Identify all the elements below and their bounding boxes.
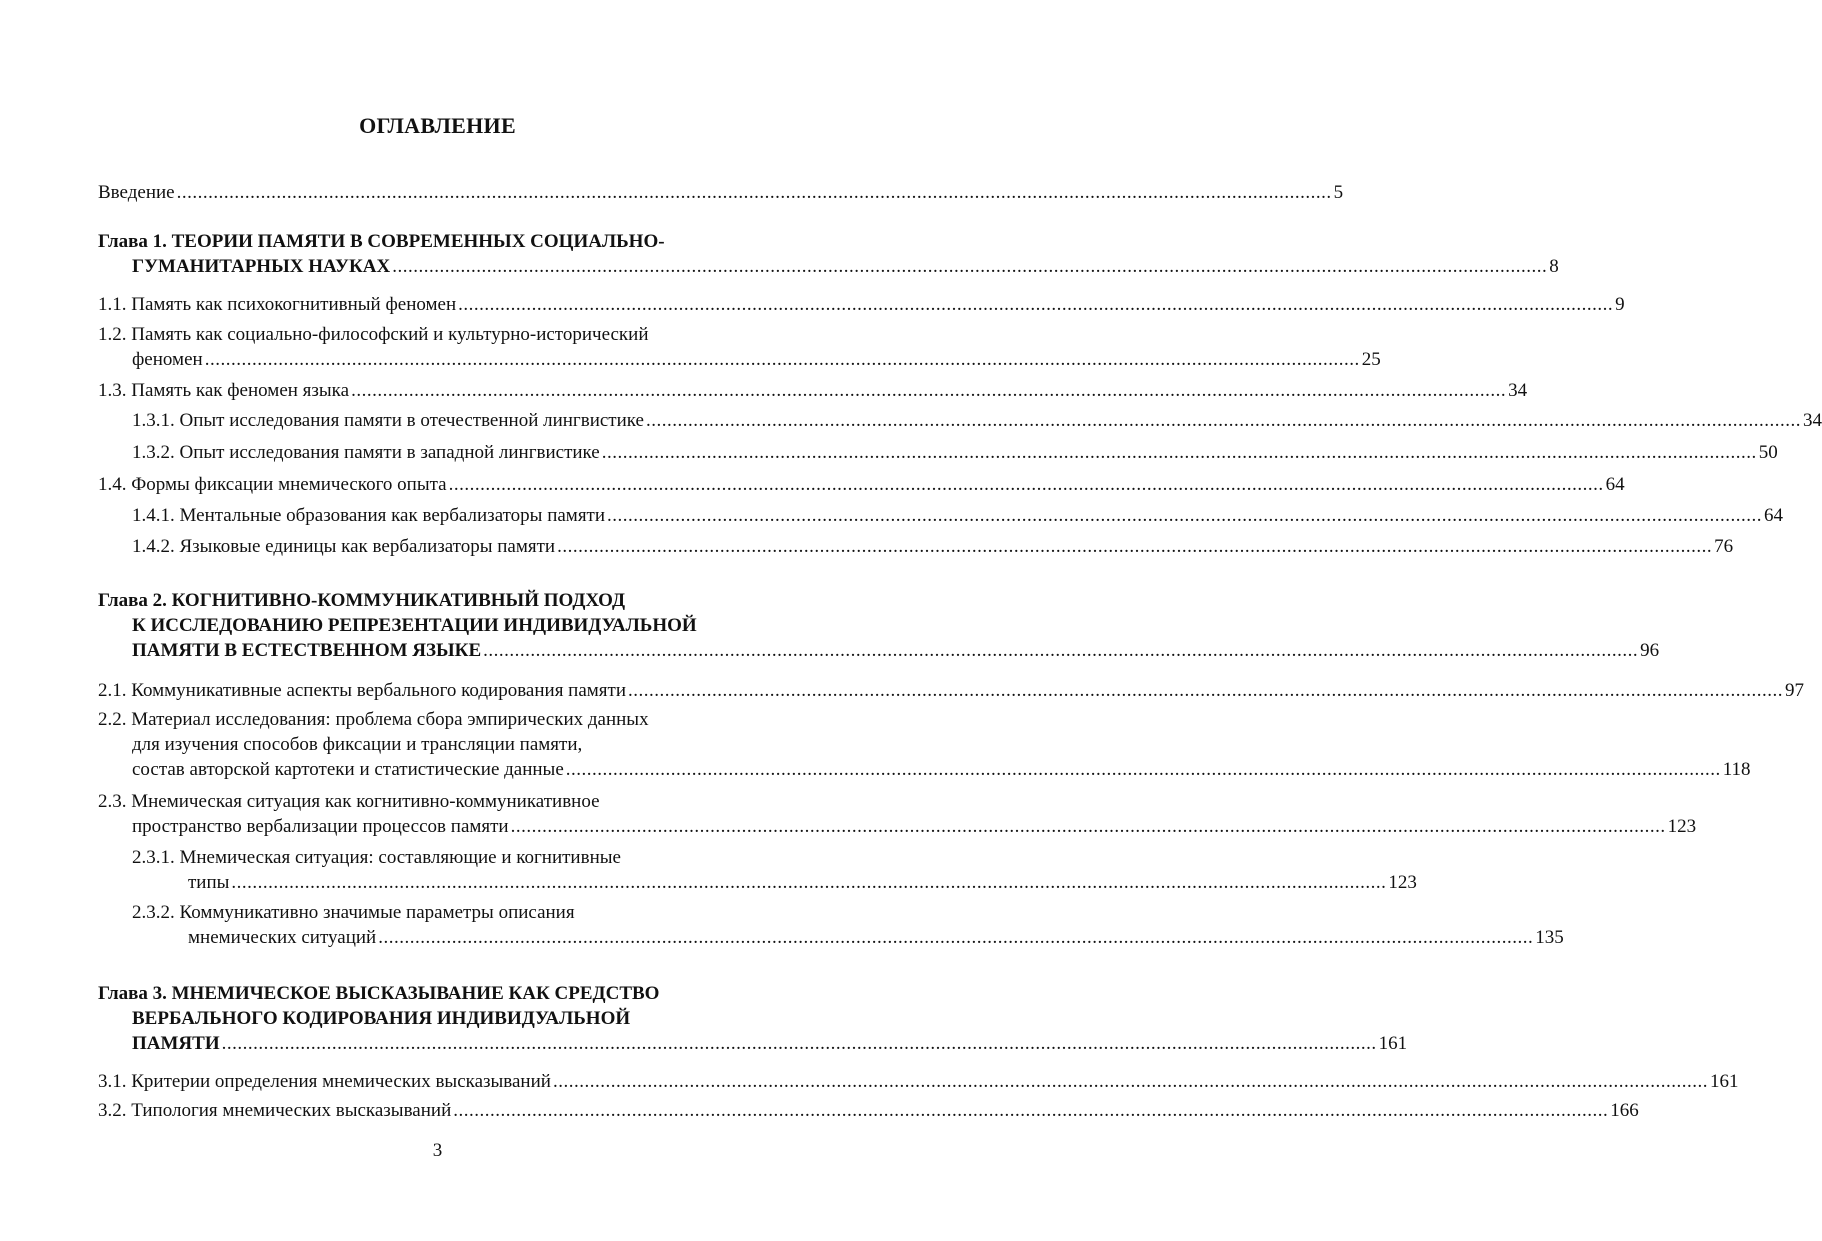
toc-entry[interactable] xyxy=(98,1098,1639,1123)
dot-leader: ............................................................................................................................................................................................................................ xyxy=(453,1100,1609,1121)
toc-entry-text: 2.3.1. Мнемическая ситуация: составляющие и когнитивные xyxy=(132,847,621,868)
dot-leader: ............................................................................................................................................................................................................................ xyxy=(378,927,1534,948)
dot-leader: ............................................................................................................................................................................................................................ xyxy=(351,380,1507,401)
toc-entry[interactable] xyxy=(98,707,1751,782)
toc-entry[interactable] xyxy=(98,534,1734,559)
dot-leader: ............................................................................................................................................................................................................................ xyxy=(392,256,1548,277)
toc-entry-text: 3.1. Критерии определения мнемических высказываний xyxy=(98,1071,551,1092)
table-of-contents xyxy=(98,0,1822,1241)
toc-entry-text: пространство вербализации процессов памяти xyxy=(132,816,509,837)
toc-entry[interactable] xyxy=(98,378,1528,403)
toc-entry-page: 135 xyxy=(1535,927,1564,948)
toc-entry[interactable] xyxy=(98,588,1660,663)
toc-entry-text: ПАМЯТИ xyxy=(132,1033,220,1054)
toc-entry-text: 2.1. Коммуникативные аспекты вербального кодирования памяти xyxy=(98,680,627,701)
toc-entry-text: ГУМАНИТАРНЫХ НАУКАХ xyxy=(132,256,391,277)
toc-entry-text: типы xyxy=(188,872,230,893)
dot-leader: ............................................................................................................................................................................................................................ xyxy=(176,182,1332,203)
dot-leader: ............................................................................................................................................................................................................................ xyxy=(601,442,1757,463)
toc-entry-page: 50 xyxy=(1758,442,1778,463)
toc-entry-text: 2.2. Материал исследования: проблема сбора эмпирических данных xyxy=(98,709,649,730)
dot-leader: ............................................................................................................................................................................................................................ xyxy=(204,349,1360,370)
toc-entry-text: 1.4.2. Языковые единицы как вербализаторы памяти xyxy=(132,536,556,557)
toc-entry-text: 2.3. Мнемическая ситуация как когнитивно-коммуникативное xyxy=(98,791,600,812)
toc-entry[interactable] xyxy=(98,440,1778,465)
toc-entry[interactable] xyxy=(98,292,1625,317)
toc-entry-page: 161 xyxy=(1709,1071,1739,1092)
toc-entry-text: Глава 2. КОГНИТИВНО-КОММУНИКАТИВНЫЙ ПОДХОД xyxy=(98,590,626,611)
toc-entry-text: мнемических ситуаций xyxy=(188,927,377,948)
toc-entry-text: 1.3.2. Опыт исследования памяти в западной лингвистике xyxy=(132,442,600,463)
dot-leader: ............................................................................................................................................................................................................................ xyxy=(231,872,1387,893)
toc-entry-page: 76 xyxy=(1714,536,1734,557)
toc-entry[interactable] xyxy=(98,229,1559,279)
toc-entry[interactable] xyxy=(98,678,1805,703)
toc-entry-text: Глава 3. МНЕМИЧЕСКОЕ ВЫСКАЗЫВАНИЕ КАК СРЕДСТВО xyxy=(98,983,660,1004)
toc-entry[interactable] xyxy=(98,789,1697,839)
toc-entry-page: 161 xyxy=(1378,1033,1408,1054)
dot-leader: ............................................................................................................................................................................................................................ xyxy=(565,759,1721,780)
toc-entry-page: 64 xyxy=(1605,474,1625,495)
toc-entry-text: для изучения способов фиксации и трансляции памяти, xyxy=(132,734,583,755)
dot-leader: ............................................................................................................................................................................................................................ xyxy=(448,474,1604,495)
toc-entry-page: 34 xyxy=(1802,410,1822,431)
toc-entry[interactable] xyxy=(98,981,1408,1056)
dot-leader: ............................................................................................................................................................................................................................ xyxy=(483,640,1639,661)
dot-leader: ............................................................................................................................................................................................................................ xyxy=(607,505,1763,526)
dot-leader: ............................................................................................................................................................................................................................ xyxy=(221,1033,1377,1054)
toc-entry[interactable] xyxy=(98,180,1344,205)
toc-entry-page: 8 xyxy=(1549,256,1559,277)
toc-entry[interactable] xyxy=(98,900,1564,950)
toc-entry[interactable] xyxy=(98,472,1625,497)
dot-leader: ............................................................................................................................................................................................................................ xyxy=(552,1071,1708,1092)
toc-entry-text: ВЕРБАЛЬНОГО КОДИРОВАНИЯ ИНДИВИДУАЛЬНОЙ xyxy=(132,1008,631,1029)
toc-entry-text: Введение xyxy=(98,182,175,203)
toc-entry[interactable] xyxy=(98,503,1784,528)
dot-leader: ............................................................................................................................................................................................................................ xyxy=(628,680,1784,701)
toc-entry-text: 1.3. Память как феномен языка xyxy=(98,380,350,401)
toc-entry-page: 5 xyxy=(1333,182,1344,203)
dot-leader: ............................................................................................................................................................................................................................ xyxy=(645,410,1801,431)
toc-entry-text: 1.1. Память как психокогнитивный феномен xyxy=(98,294,457,315)
toc-entry-page: 25 xyxy=(1361,349,1381,370)
toc-entry-text: 1.3.1. Опыт исследования памяти в отечественной лингвистике xyxy=(132,410,644,431)
toc-entry-text: 2.3.2. Коммуникативно значимые параметры описания xyxy=(132,902,575,923)
toc-entry[interactable] xyxy=(98,1069,1739,1094)
page-title: ОГЛАВЛЕНИЕ xyxy=(359,113,516,138)
toc-entry-page: 96 xyxy=(1640,640,1660,661)
toc-entry-text: состав авторской картотеки и статистические данные xyxy=(132,759,564,780)
dot-leader: ............................................................................................................................................................................................................................ xyxy=(510,816,1666,837)
toc-entry[interactable] xyxy=(98,408,1822,433)
toc-entry-page: 166 xyxy=(1610,1100,1639,1121)
toc-entry-page: 64 xyxy=(1764,505,1784,526)
toc-entry-text: 1.2. Память как социально-философский и культурно-исторический xyxy=(98,324,649,345)
toc-entry[interactable] xyxy=(98,845,1417,895)
toc-entry-text: 1.4. Формы фиксации мнемического опыта xyxy=(98,474,447,495)
toc-entry-text: 3.2. Типология мнемических высказываний xyxy=(98,1100,452,1121)
dot-leader: ............................................................................................................................................................................................................................ xyxy=(557,536,1713,557)
toc-entry-page: 118 xyxy=(1722,759,1751,780)
toc-entry-page: 123 xyxy=(1667,816,1697,837)
dot-leader: ............................................................................................................................................................................................................................ xyxy=(458,294,1614,315)
toc-entry-text: Глава 1. ТЕОРИИ ПАМЯТИ В СОВРЕМЕННЫХ СОЦИАЛЬНО- xyxy=(98,231,665,252)
toc-entry-text: феномен xyxy=(132,349,203,370)
toc-entry-page: 34 xyxy=(1508,380,1528,401)
toc-entry-page: 97 xyxy=(1785,680,1805,701)
page-number: 3 xyxy=(432,1140,443,1161)
toc-entry-text: ПАМЯТИ В ЕСТЕСТВЕННОМ ЯЗЫКЕ xyxy=(132,640,482,661)
toc-entry[interactable] xyxy=(98,322,1381,372)
toc-entry-page: 123 xyxy=(1388,872,1417,893)
toc-entry-text: 1.4.1. Ментальные образования как вербализаторы памяти xyxy=(132,505,606,526)
toc-entry-text: К ИССЛЕДОВАНИЮ РЕПРЕЗЕНТАЦИИ ИНДИВИДУАЛЬНОЙ xyxy=(132,615,697,636)
toc-entry-page: 9 xyxy=(1615,294,1625,315)
